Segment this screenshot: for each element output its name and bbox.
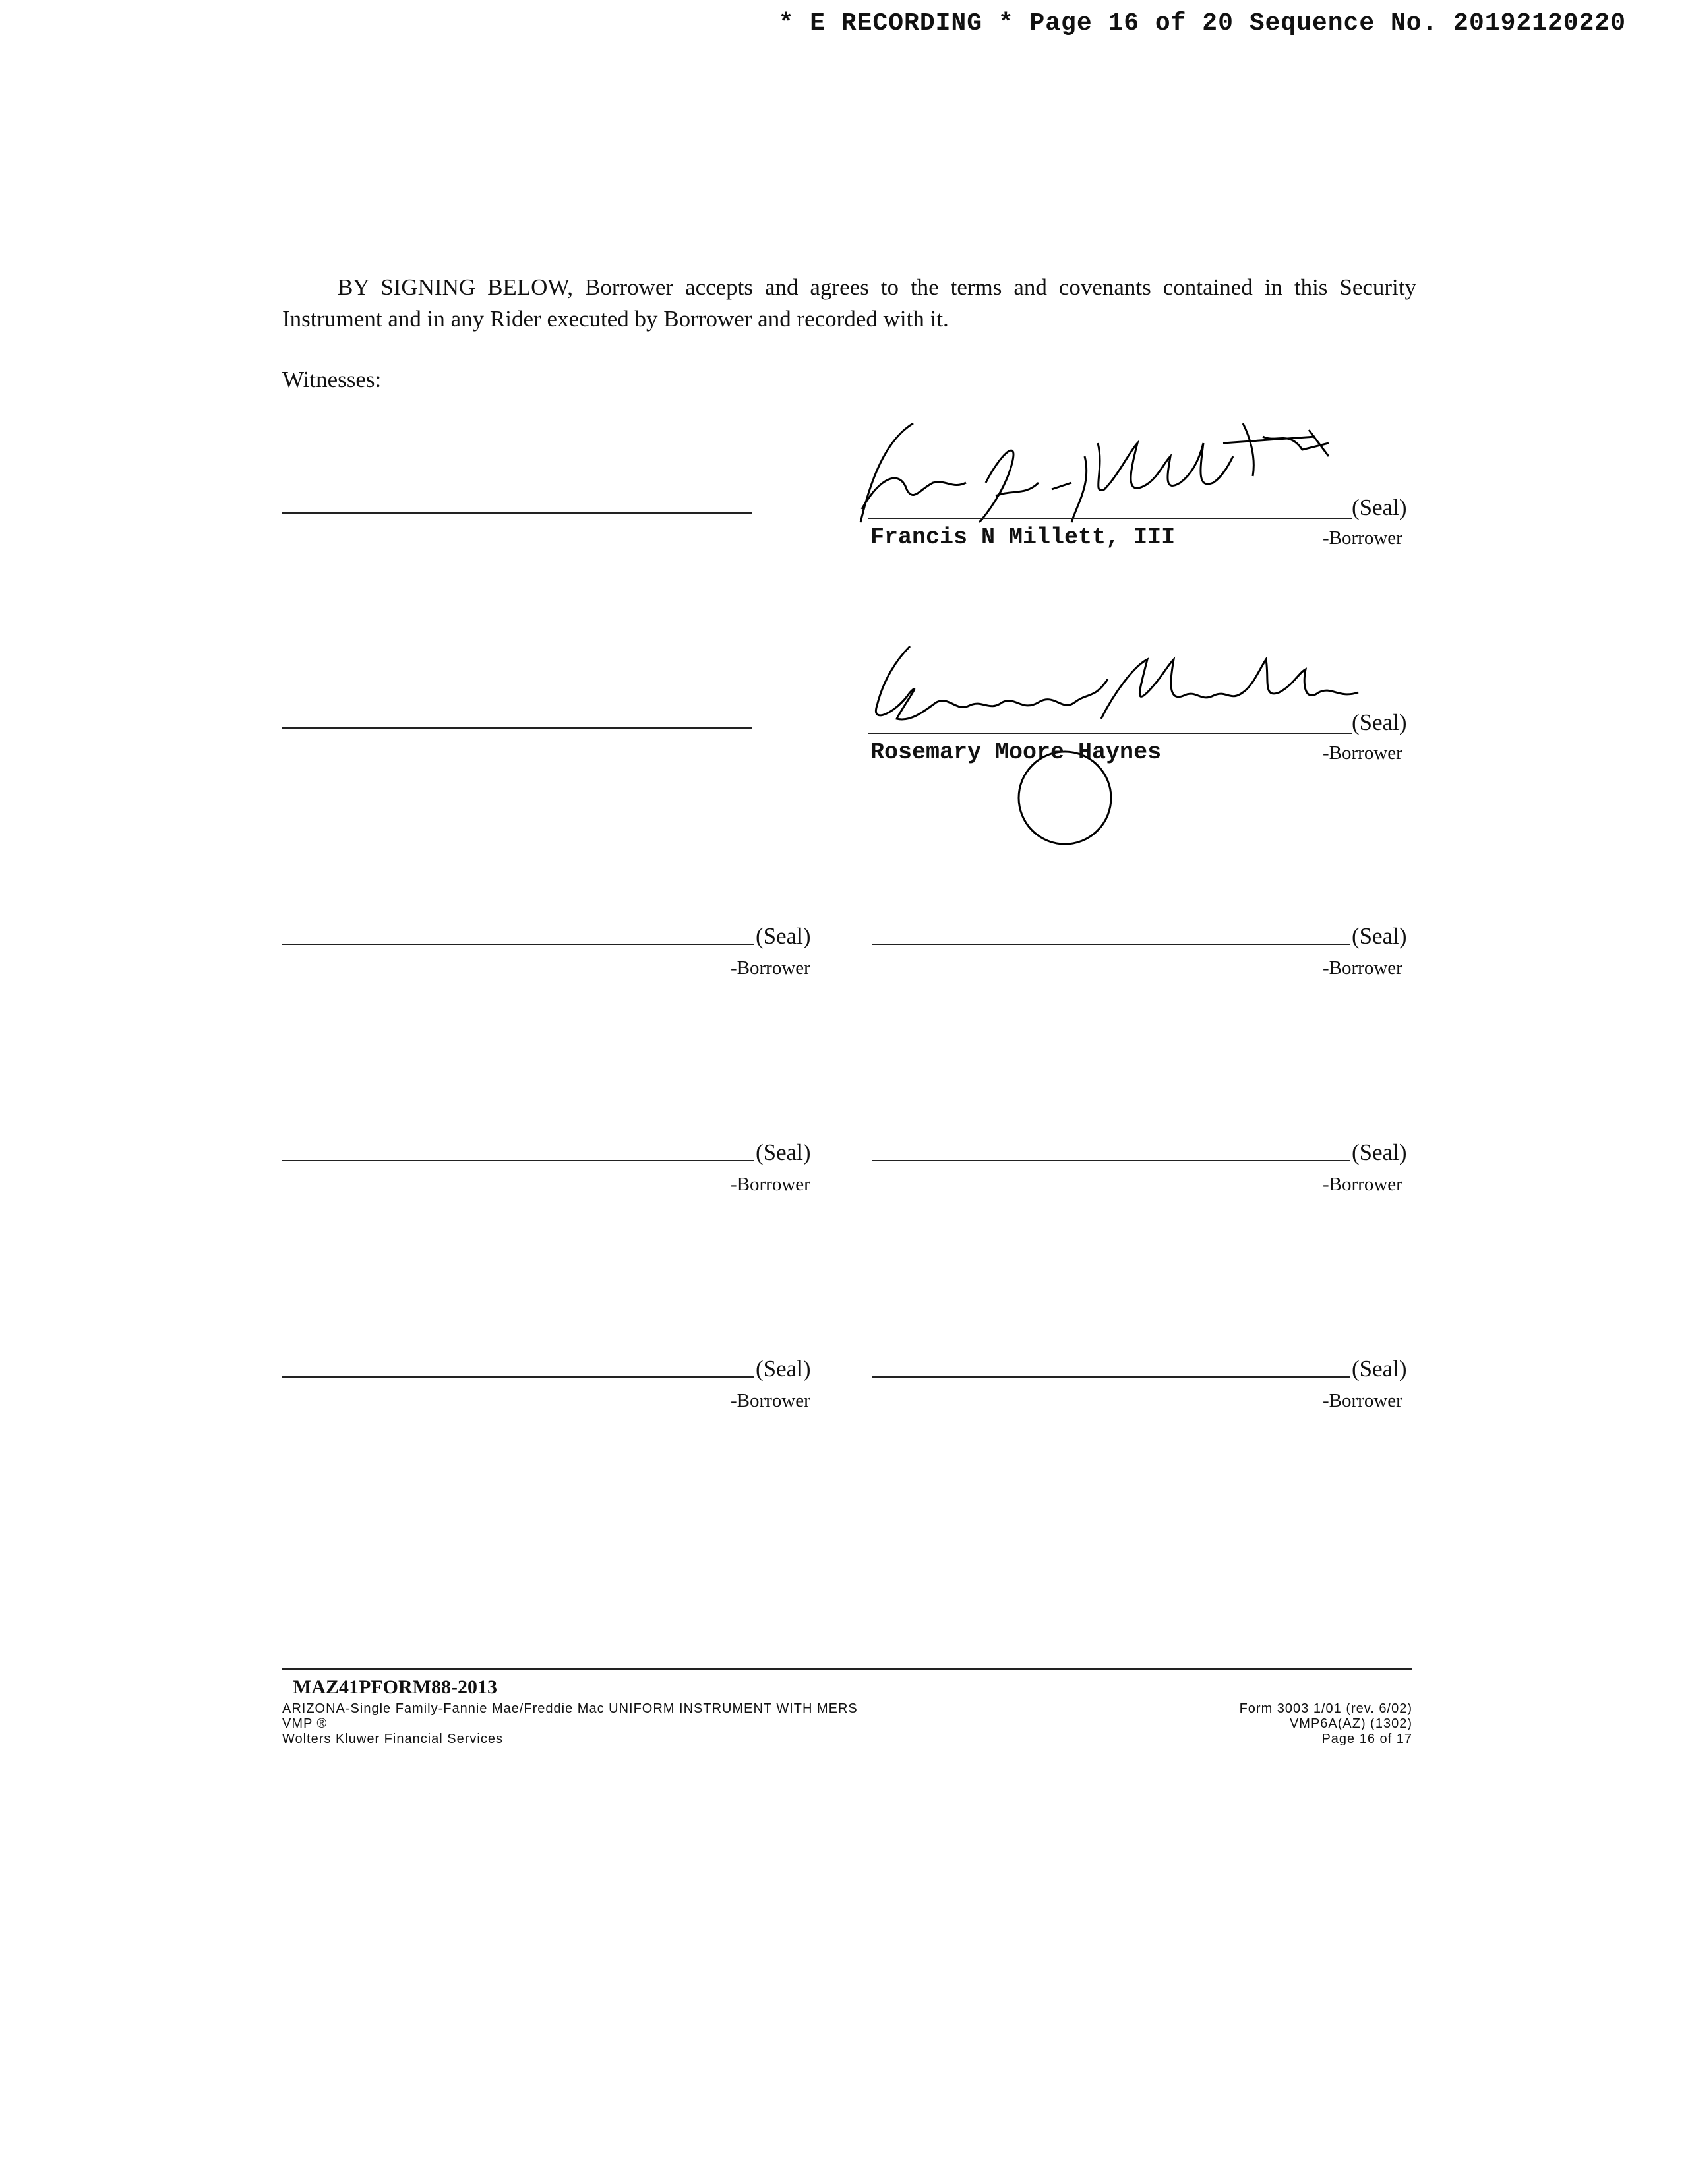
signing-statement <box>282 272 1416 335</box>
signature-line-3-right <box>872 944 1350 945</box>
borrower-label-3-right: -Borrower <box>1323 957 1402 979</box>
witnesses-label: Witnesses: <box>282 367 382 392</box>
signature-francis-millett <box>854 417 1368 529</box>
footer-form-code: MAZ41PFORM88-2013 <box>293 1676 497 1698</box>
signature-line-5-left <box>282 1376 754 1378</box>
footer-left-block <box>282 1701 858 1747</box>
borrower-label-5-right: -Borrower <box>1323 1390 1402 1411</box>
signing-statement-text: BY SIGNING BELOW, Borrower accepts and agrees to the terms and covenants contained in this Security Instrument and in any Rider executed by Borrower and recorded with it. <box>282 274 1416 332</box>
signature-line-5-right <box>872 1376 1350 1378</box>
borrower-label-2: -Borrower <box>1323 743 1402 764</box>
signer-name-2: Rosemary Moore Haynes <box>870 739 1162 766</box>
footer-right-line-1: Form 3003 1/01 (rev. 6/02) <box>1239 1701 1412 1716</box>
signature-line-3-left <box>282 944 754 945</box>
borrower-label-4-right: -Borrower <box>1323 1174 1402 1195</box>
seal-label-4-right: (Seal) <box>1352 1139 1407 1165</box>
signature-rosemary-haynes <box>857 640 1385 824</box>
signature-line-4-left <box>282 1160 754 1161</box>
witness-line-1 <box>282 512 752 514</box>
borrower-label-3-left: -Borrower <box>731 957 810 979</box>
signature-line-4-right <box>872 1160 1350 1161</box>
footer-right-line-3: Page 16 of 17 <box>1321 1732 1412 1746</box>
seal-label-5-left: (Seal) <box>756 1356 811 1381</box>
signature-line-1 <box>868 518 1352 519</box>
seal-label-2: (Seal) <box>1352 710 1407 735</box>
seal-label-4-left: (Seal) <box>756 1139 811 1165</box>
footer-right-block <box>1240 1701 1412 1747</box>
recording-header: * E RECORDING * Page 16 of 20 Sequence No. 20192120220 <box>778 9 1626 38</box>
footer-left-line-1: ARIZONA-Single Family-Fannie Mae/Freddie Mac UNIFORM INSTRUMENT WITH MERS <box>282 1701 858 1716</box>
signature-line-2 <box>868 733 1352 734</box>
borrower-label-1: -Borrower <box>1323 528 1402 549</box>
seal-label-5-right: (Seal) <box>1352 1356 1407 1381</box>
footer-rule <box>282 1668 1412 1670</box>
seal-label-1: (Seal) <box>1352 495 1407 520</box>
borrower-label-4-left: -Borrower <box>731 1174 810 1195</box>
footer-right-line-2: VMP6A(AZ) (1302) <box>1289 1716 1412 1731</box>
seal-label-3-left: (Seal) <box>756 923 811 949</box>
footer-left-line-3: Wolters Kluwer Financial Services <box>282 1732 503 1746</box>
borrower-label-5-left: -Borrower <box>731 1390 810 1411</box>
footer-left-line-2: VMP ® <box>282 1716 328 1731</box>
signer-name-1: Francis N Millett, III <box>870 524 1176 551</box>
seal-label-3-right: (Seal) <box>1352 923 1407 949</box>
witness-line-2 <box>282 727 752 729</box>
